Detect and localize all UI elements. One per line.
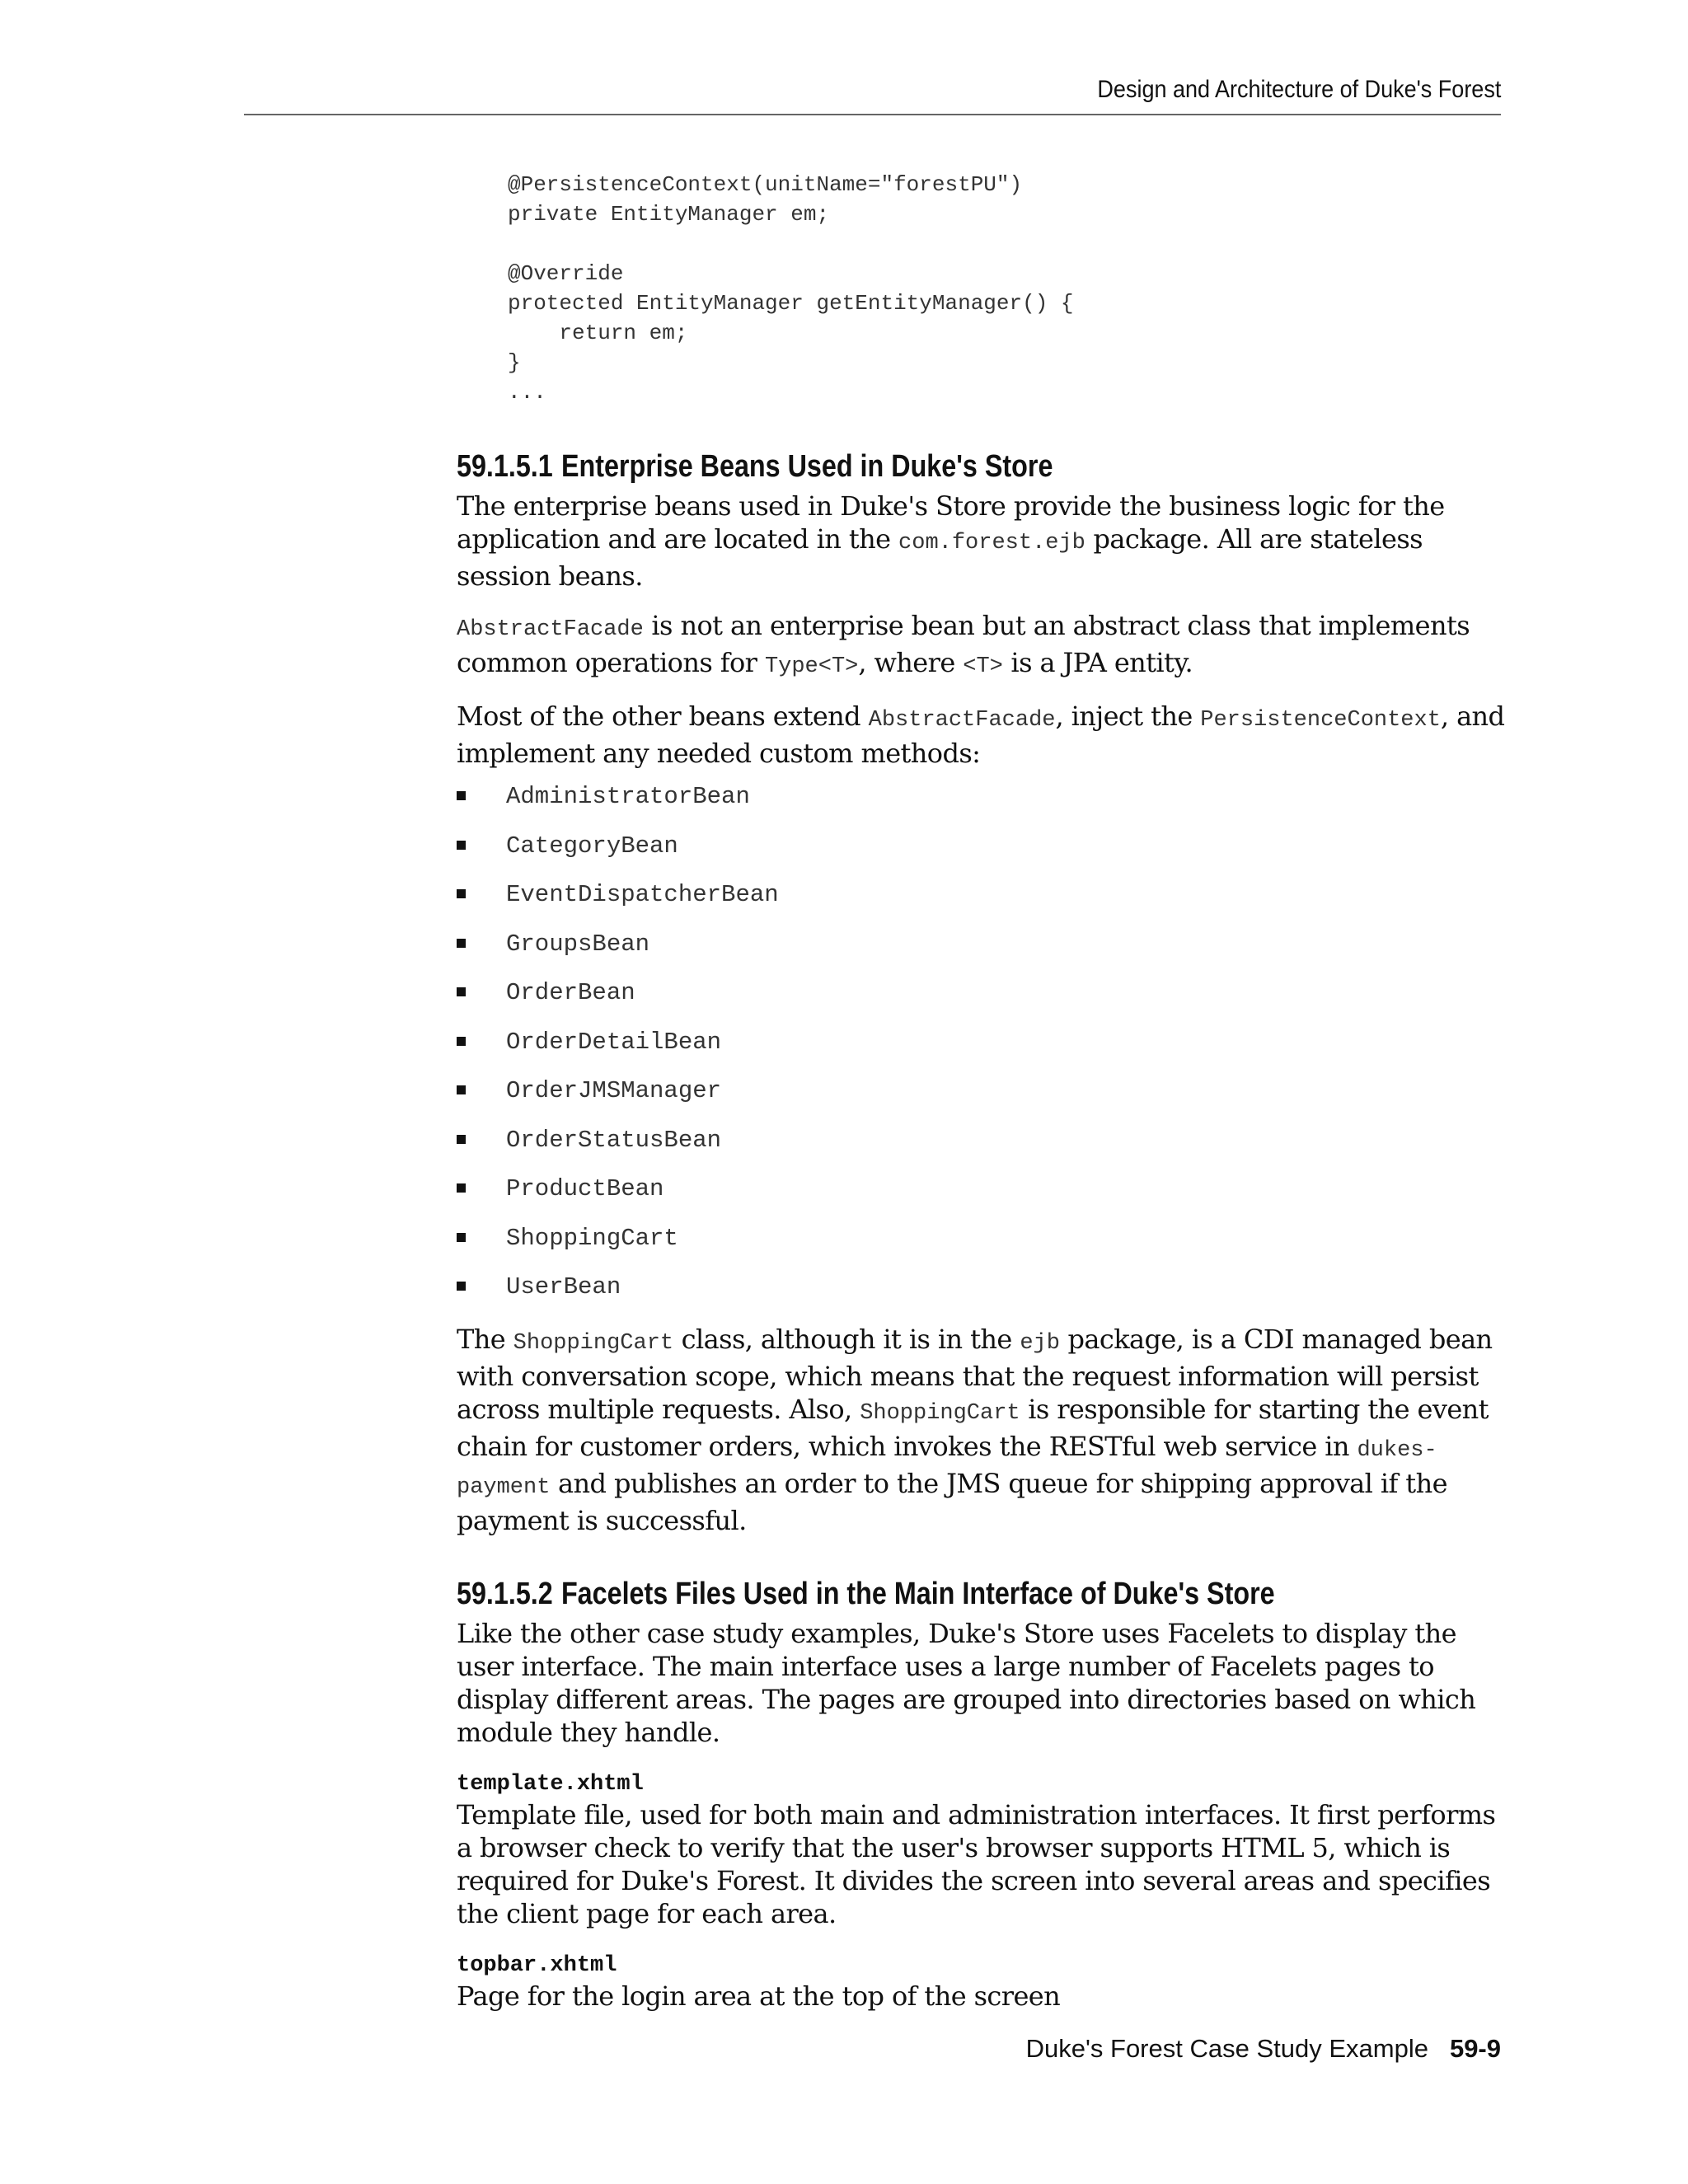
square-bullet-icon bbox=[457, 841, 466, 850]
square-bullet-icon bbox=[457, 1085, 466, 1094]
section-heading-enterprise-beans bbox=[457, 449, 1353, 485]
list-item bbox=[457, 881, 1512, 930]
text-run: The bbox=[457, 1323, 513, 1355]
paragraph-other-beans bbox=[457, 700, 1512, 770]
text-run: is not an enterprise bean but an abstract class that implements common operations for bbox=[457, 610, 1470, 678]
text-run: package, is a CDI managed bean with conversation scope, which means that the request information will persist across multiple requests. Also, bbox=[457, 1323, 1493, 1425]
paragraph-abstract-facade bbox=[457, 609, 1512, 683]
text-run: class, although it is in the bbox=[673, 1323, 1020, 1355]
square-bullet-icon bbox=[457, 791, 466, 800]
square-bullet-icon bbox=[457, 1282, 466, 1291]
inline-code: PersistenceContext bbox=[1200, 708, 1441, 733]
section-title: Enterprise Beans Used in Duke's Store bbox=[560, 449, 1053, 484]
section-title: Facelets Files Used in the Main Interface of Duke's Store bbox=[560, 1576, 1275, 1611]
running-footer bbox=[1026, 2034, 1501, 2064]
text-run: , and implement any needed custom methods: bbox=[457, 701, 1505, 769]
running-header: Design and Architecture of Duke's Forest bbox=[1097, 76, 1501, 103]
bean-name: UserBean bbox=[506, 1273, 621, 1301]
inline-code: ejb bbox=[1020, 1330, 1060, 1356]
text-run: is responsible for starting the event chain for customer orders, which invokes the RESTful web service in bbox=[457, 1393, 1489, 1462]
list-item bbox=[457, 1077, 1512, 1127]
text-run: and publishes an order to the JMS queue for shipping approval if the payment is successful. bbox=[457, 1467, 1447, 1536]
paragraph-shopping-cart bbox=[457, 1323, 1512, 1537]
bean-name: OrderBean bbox=[506, 979, 635, 1006]
inline-code: ShoppingCart bbox=[513, 1330, 674, 1356]
square-bullet-icon bbox=[457, 987, 466, 996]
list-item bbox=[457, 1127, 1512, 1176]
bean-name: ProductBean bbox=[506, 1175, 664, 1202]
inline-code: dukes-payment bbox=[457, 1437, 1437, 1500]
file-description: Template file, used for both main and administration interfaces. It first performs a browser check to verify that the user's browser supports HTML 5, which is required for Duke's Forest. It divides the screen into several areas and specifies the client page for each area. bbox=[457, 1798, 1496, 1929]
bean-name: ShoppingCart bbox=[506, 1224, 678, 1252]
list-item bbox=[457, 783, 1512, 832]
file-name: template.xhtml bbox=[457, 1771, 644, 1797]
inline-code: Type<T> bbox=[764, 654, 859, 679]
bean-name: AdministratorBean bbox=[506, 783, 750, 810]
paragraph-beans-intro bbox=[457, 490, 1512, 593]
square-bullet-icon bbox=[457, 1135, 466, 1144]
file-name: topbar.xhtml bbox=[457, 1952, 617, 1978]
paragraph-facelets-intro: Like the other case study examples, Duke's Store uses Facelets to display the user interface. The main interface uses a large number of Facelets pages to display different areas. The pages are grouped into directories based on which module they handle. bbox=[457, 1617, 1476, 1748]
inline-code: <T> bbox=[963, 654, 1003, 679]
file-description: Page for the login area at the top of the screen bbox=[457, 1980, 1061, 2012]
list-item bbox=[457, 1175, 1512, 1225]
square-bullet-icon bbox=[457, 939, 466, 948]
bean-name: OrderStatusBean bbox=[506, 1126, 722, 1154]
square-bullet-icon bbox=[457, 1233, 466, 1242]
header-rule bbox=[244, 114, 1501, 115]
bean-list bbox=[457, 783, 1512, 1323]
inline-code: AbstractFacade bbox=[457, 617, 644, 642]
square-bullet-icon bbox=[457, 1037, 466, 1046]
list-item bbox=[457, 832, 1512, 882]
section-heading-facelets-files bbox=[457, 1577, 1353, 1612]
text-run: Most of the other beans extend bbox=[457, 701, 869, 732]
footer-title: Duke's Forest Case Study Example bbox=[1025, 2034, 1428, 2063]
list-item bbox=[457, 979, 1512, 1029]
bean-name: OrderDetailBean bbox=[506, 1028, 722, 1056]
facelets-file-list bbox=[457, 1770, 1512, 2013]
text-run: , where bbox=[858, 647, 964, 678]
list-item bbox=[457, 1225, 1512, 1274]
square-bullet-icon bbox=[457, 889, 466, 898]
page-number: 59-9 bbox=[1449, 2034, 1501, 2063]
section-number: 59.1.5.1 bbox=[457, 449, 553, 484]
text-run: is a JPA entity. bbox=[1002, 647, 1193, 678]
text-run: , inject the bbox=[1055, 701, 1201, 732]
list-item bbox=[457, 1029, 1512, 1078]
bean-name: CategoryBean bbox=[506, 832, 678, 860]
inline-code: com.forest.ejb bbox=[898, 531, 1085, 555]
main-content bbox=[457, 449, 1512, 2034]
square-bullet-icon bbox=[457, 1183, 466, 1193]
list-item bbox=[457, 1273, 1512, 1323]
inline-code: ShoppingCart bbox=[860, 1400, 1020, 1426]
section-number: 59.1.5.2 bbox=[457, 1576, 553, 1611]
bean-name: EventDispatcherBean bbox=[506, 881, 779, 908]
text-run: The enterprise beans used in Duke's Store provide the business logic for the application and are located in the bbox=[457, 490, 1445, 555]
code-block: @PersistenceContext(unitName="forestPU") private EntityManager em; @Override protected EntityManager getEntityManager() { return em; } ... bbox=[508, 172, 1074, 405]
inline-code: AbstractFacade bbox=[868, 708, 1056, 733]
text-run: package. All are stateless session beans. bbox=[457, 523, 1423, 592]
list-item bbox=[457, 930, 1512, 980]
bean-name: GroupsBean bbox=[506, 930, 650, 958]
bean-name: OrderJMSManager bbox=[506, 1077, 722, 1104]
